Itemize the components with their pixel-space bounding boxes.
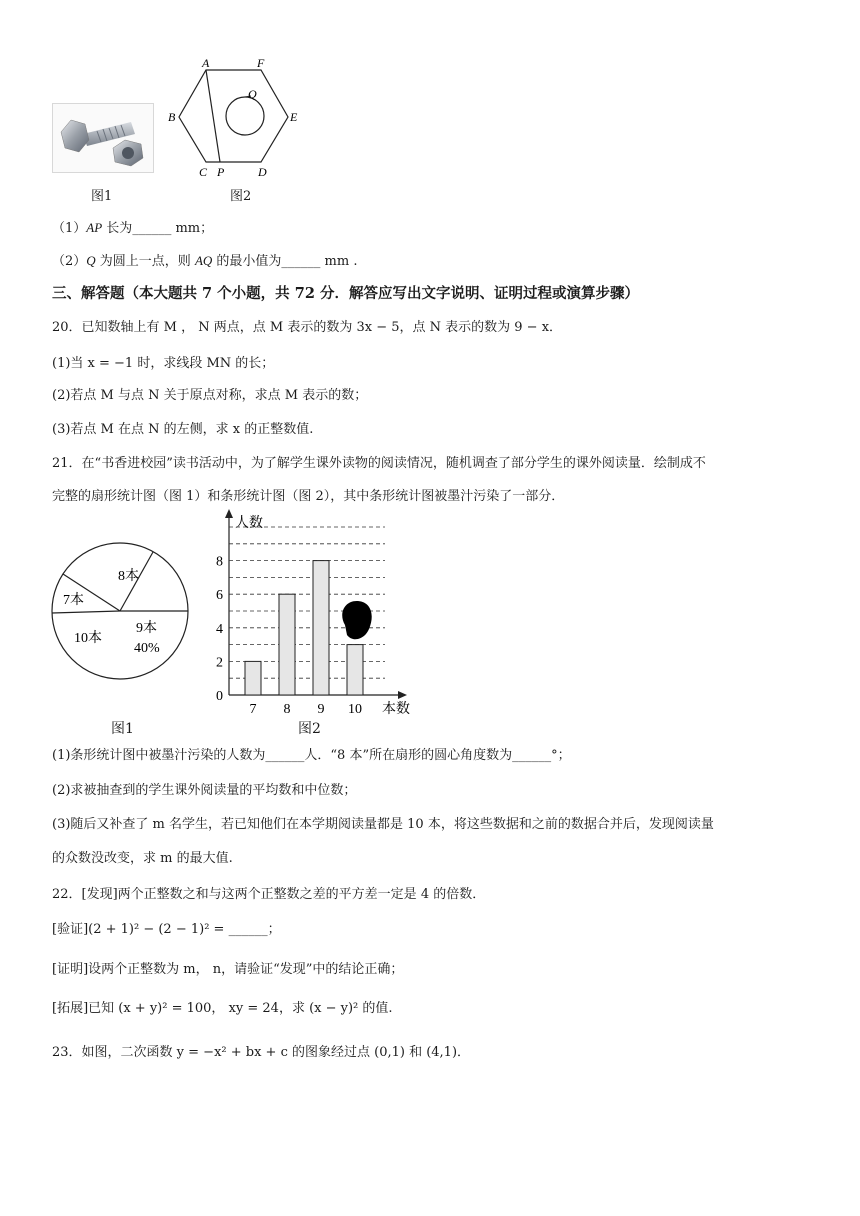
bar-chart xyxy=(205,505,420,720)
label-D: D xyxy=(258,165,267,179)
bar-caption: 图2 xyxy=(298,721,321,737)
q21-part1: (1)条形统计图中被墨汁污染的人数为______人．“8 本”所在扇形的圆心角度数为______°； xyxy=(52,748,571,763)
q21-stem-line1: 21．在“书香进校园”读书活动中，为了解学生课外读物的阅读情况，随机调查了部分学生的课外阅读量．绘制成不 xyxy=(52,456,706,471)
q19-part2: （2）Q 为圆上一点，则 AQ 的最小值为______ mm . xyxy=(52,253,358,269)
q20-part2: (2)若点 M 与点 N 关于原点对称，求点 M 表示的数； xyxy=(52,388,368,403)
bar-10 xyxy=(347,645,363,695)
ink-blot xyxy=(342,601,371,639)
x-tick-label: 8 xyxy=(283,702,291,717)
q23-stem: 23．如图，二次函数 y = −x² + bx + c 的图象经过点 (0,1) 和 (4,1)． xyxy=(52,1045,471,1060)
q20-part1: (1)当 x = −1 时，求线段 MN 的长； xyxy=(52,356,275,371)
q22-prove: [证明]设两个正整数为 m， n，请验证“发现”中的结论正确； xyxy=(52,962,404,977)
bar-7 xyxy=(245,661,261,695)
pie-caption: 图1 xyxy=(111,721,134,737)
q22-extend: [拓展]已知 (x + y)² = 100， xy = 24，求 (x − y)² 的值. xyxy=(52,1001,393,1016)
q20-part3: (3)若点 M 在点 N 的左侧，求 x 的正整数值. xyxy=(52,422,314,437)
label-Q: Q xyxy=(248,87,257,101)
label-A: A xyxy=(202,56,210,70)
bolt-nut-image xyxy=(53,104,153,172)
hexagon-diagram xyxy=(165,55,305,180)
q22-stem: 22．[发现]两个正整数之和与这两个正整数之差的平方差一定是 4 的倍数． xyxy=(52,887,486,902)
y-tick-label: 4 xyxy=(216,621,223,637)
fig2-caption: 图2 xyxy=(230,189,252,204)
y-tick-label: 8 xyxy=(216,554,223,570)
section3-header: 三、解答题（本大题共 7 个小题，共 72 分．解答应写出文字说明、证明过程或演算步骤） xyxy=(52,285,639,302)
bar-9 xyxy=(313,561,329,695)
q21-part2: (2)求被抽查到的学生课外阅读量的平均数和中位数； xyxy=(52,783,357,798)
x-axis-arrow xyxy=(398,691,407,699)
y-tick-label: 2 xyxy=(216,655,223,671)
label-E: E xyxy=(290,110,298,124)
pie-label-8: 8本 xyxy=(118,569,139,584)
q20-stem: 20．已知数轴上有 M ， N 两点，点 M 表示的数为 3x − 5，点 N 表示的数为 9 − x． xyxy=(52,320,563,335)
y-tick-label: 0 xyxy=(216,689,223,704)
pie-chart xyxy=(50,538,190,688)
pie-label-9: 9本 xyxy=(136,621,157,636)
bar-8 xyxy=(279,594,295,695)
y-axis-label: 人数 xyxy=(235,516,263,531)
fig1-caption: 图1 xyxy=(91,189,113,204)
q21-part3-line2: 的众数没改变，求 m 的最大值. xyxy=(52,851,233,866)
x-tick-label: 10 xyxy=(348,702,362,717)
y-tick-label: 6 xyxy=(216,588,223,604)
pie-label-10: 10本 xyxy=(74,631,102,646)
q22-verify: [验证](2 + 1)² − (2 − 1)² = ______； xyxy=(52,922,281,937)
hexagon-figure xyxy=(165,55,305,180)
q21-part3-line1: (3)随后又补查了 m 名学生，若已知他们在本学期阅读量都是 10 本，将这些数据和之前的数据合并后，发现阅读量 xyxy=(52,817,714,832)
label-C: C xyxy=(199,165,208,179)
y-axis-arrow xyxy=(225,509,233,518)
q19-part1: （1）AP 长为______ mm； xyxy=(52,220,214,236)
label-B: B xyxy=(168,110,176,124)
label-F: F xyxy=(257,56,265,70)
label-P: P xyxy=(217,165,225,179)
q21-stem-line2: 完整的扇形统计图（图 1）和条形统计图（图 2），其中条形统计图被墨汁污染了一部分． xyxy=(52,489,565,504)
x-tick-label: 9 xyxy=(317,702,325,717)
x-tick-label: 7 xyxy=(249,702,257,717)
bolt-nut-photo xyxy=(52,103,154,173)
x-axis-label: 本数 xyxy=(382,702,410,717)
pie-percent-9: 40% xyxy=(134,641,160,656)
pie-label-7: 7本 xyxy=(63,593,84,608)
